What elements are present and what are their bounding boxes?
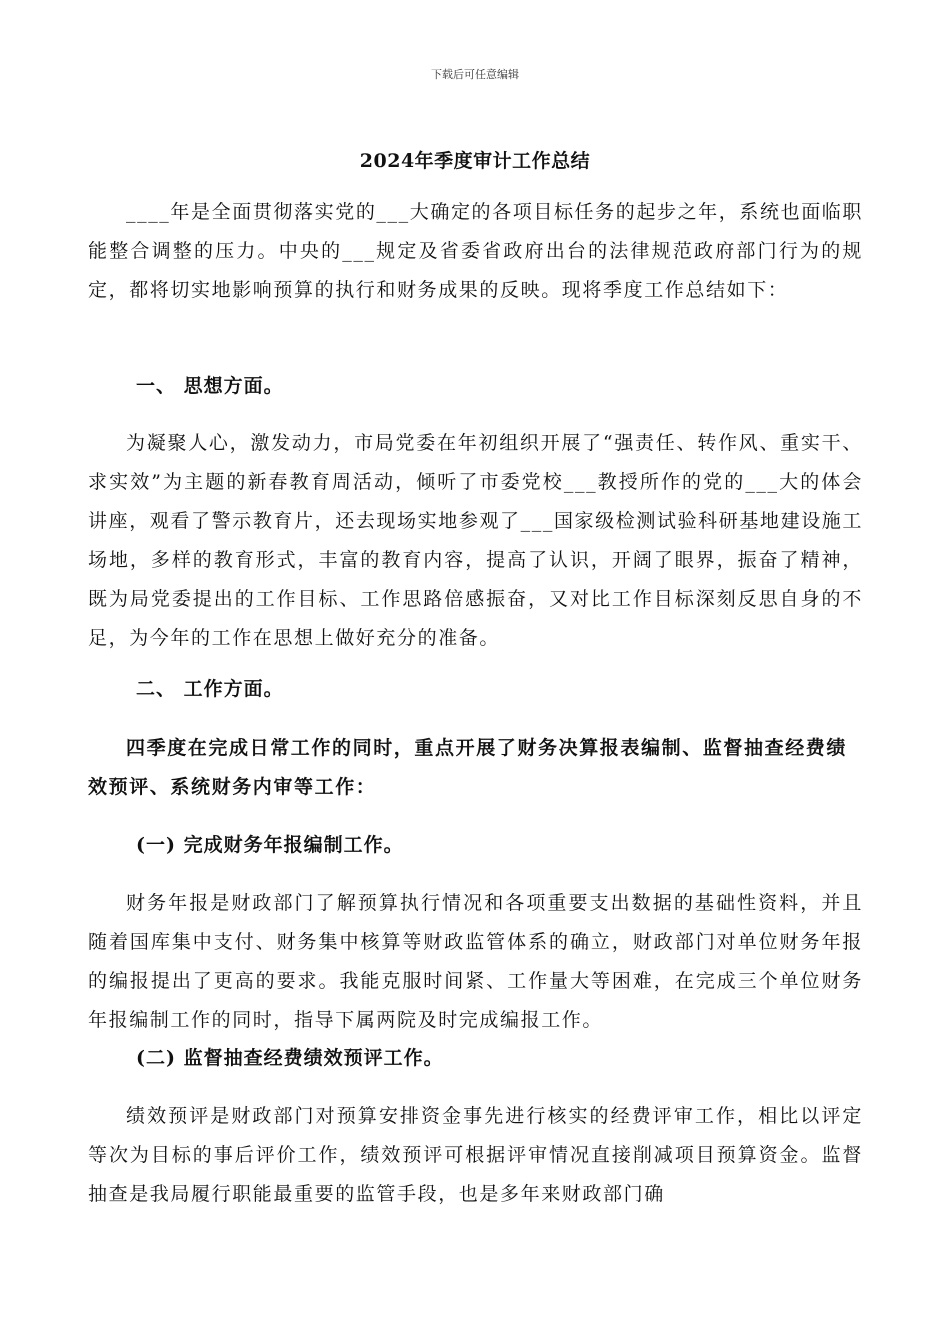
header-note: 下载后可任意编辑 bbox=[431, 68, 519, 81]
document-title: 2024年季度审计工作总结 bbox=[359, 150, 591, 172]
section1-body: 为凝聚人心，激发动力，市局党委在年初组织开展了“强责任、转作风、重实干、求实效”为主题的新春教育周活动，倾听了市委党校___教授所作的党的___大的体会讲座，观看了警示教育片，还去现场实地参观了___国家级检测试验科研基地建设施工场地，多样的教育形式，丰富的教育内容，提高了认识，开阔了眼界，振奋了精神，既为局党委提出的工作目标、工作思路倍感振奋，又对比工作目标深刻反思自身的不足，为今年的工作在思想上做好充分的准备。 bbox=[88, 432, 863, 649]
section1-heading: 一、 思想方面。 bbox=[136, 375, 284, 397]
intro-paragraph: ____年是全面贯彻落实党的___大确定的各项目标任务的起步之年，系统也面临职能整合调整的压力。中央的___规定及省委省政府出台的法律规范政府部门行为的规定，都将切实地影响预算的执行和财务成果的反映。现将季度工作总结如下： bbox=[88, 201, 863, 301]
subsection1-heading: (一) 完成财务年报编制工作。 bbox=[136, 834, 404, 856]
section2-heading: 二、 工作方面。 bbox=[136, 678, 284, 700]
section2-lead: 四季度在完成日常工作的同时，重点开展了财务决算报表编制、监督抽查经费绩效预评、系统财务内审等工作： bbox=[88, 737, 848, 798]
subsection2-body: 绩效预评是财政部门对预算安排资金事先进行核实的经费评审工作，相比以评定等次为目标的事后评价工作，绩效预评可根据评审情况直接削减项目预算资金。监督抽查是我局履行职能最重要的监管手段，也是多年来财政部门确 bbox=[88, 1105, 863, 1205]
subsection1-body: 财务年报是财政部门了解预算执行情况和各项重要支出数据的基础性资料，并且随着国库集中支付、财务集中核算等财政监管体系的确立，财政部门对单位财务年报的编报提出了更高的要求。我能克服时间紧、工作量大等困难，在完成三个单位财务年报编制工作的同时，指导下属两院及时完成编报工作。 bbox=[88, 892, 863, 1031]
subsection2-heading: (二) 监督抽查经费绩效预评工作。 bbox=[136, 1047, 444, 1069]
